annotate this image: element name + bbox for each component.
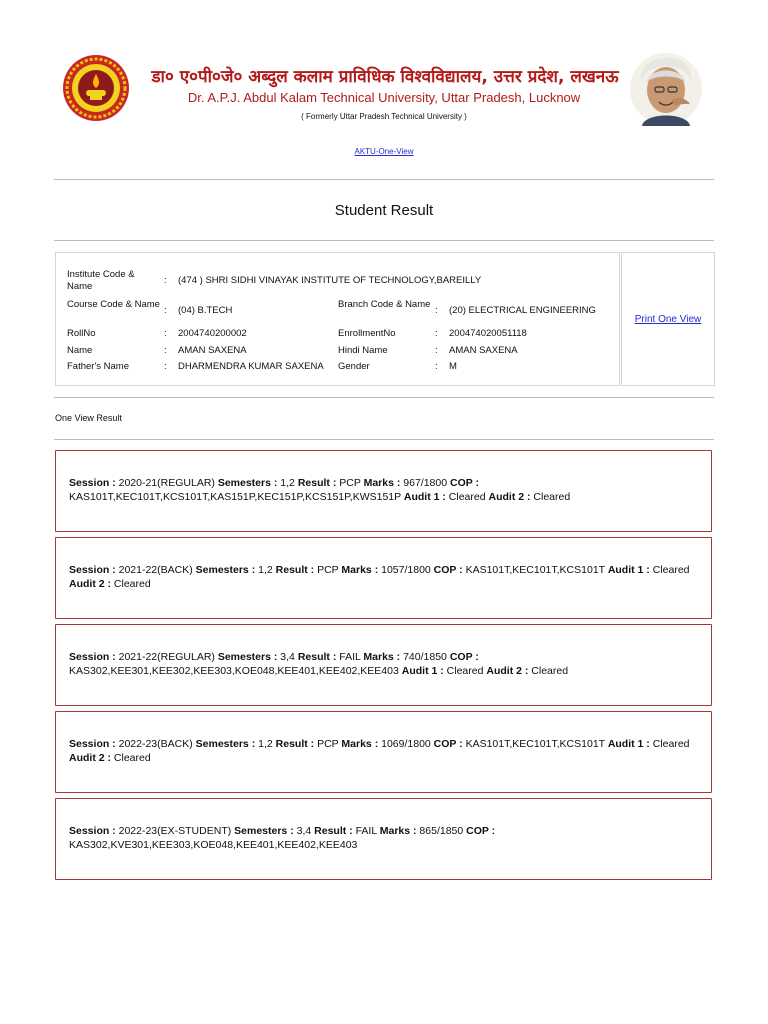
session-value: 2021-22(REGULAR): [118, 651, 215, 663]
marks-label: Marks :: [341, 738, 379, 750]
session-label: Session :: [69, 564, 116, 576]
session-value: 2022-23(EX-STUDENT): [118, 825, 232, 837]
audit2-label: Audit 2 :: [488, 491, 531, 503]
university-logo-icon: [62, 54, 130, 122]
marks-label: Marks :: [379, 825, 417, 837]
gender-value: M: [449, 361, 457, 372]
audit2-label: Audit 2 :: [486, 665, 529, 677]
marks-label: Marks :: [341, 564, 379, 576]
father-name-value: DHARMENDRA KUMAR SAXENA: [178, 361, 324, 372]
separator: :: [435, 328, 438, 339]
result-summary: [69, 563, 701, 591]
audit2-value: Cleared: [113, 578, 151, 590]
cop-label: COP :: [433, 564, 463, 576]
student-info-panel: [55, 252, 620, 386]
course-value: (04) B.TECH: [178, 305, 233, 316]
portrait-photo: [628, 52, 704, 126]
marks-value: 865/1850: [419, 825, 464, 837]
separator: :: [164, 345, 167, 356]
page-header: [0, 0, 768, 170]
cop-value: KAS101T,KEC101T,KCS101T: [465, 738, 605, 750]
session-label: Session :: [69, 477, 116, 489]
session-label: Session :: [69, 651, 116, 663]
audit2-value: Cleared: [531, 665, 569, 677]
university-name-english: Dr. A.P.J. Abdul Kalam Technical University, Uttar Pradesh, Lucknow: [187, 90, 581, 105]
rollno-value: 2004740200002: [178, 328, 247, 339]
marks-value: 967/1800: [403, 477, 448, 489]
result-label: Result :: [297, 477, 337, 489]
semesters-value: 1,2: [258, 564, 273, 576]
result-value: FAIL: [355, 825, 377, 837]
separator: :: [435, 305, 438, 316]
semesters-value: 3,4: [280, 651, 295, 663]
semesters-label: Semesters :: [217, 477, 278, 489]
audit1-label: Audit 1 :: [607, 738, 650, 750]
audit1-label: Audit 1 :: [607, 564, 650, 576]
divider: [54, 439, 714, 440]
cop-label: COP :: [450, 477, 479, 489]
result-summary: [69, 737, 701, 765]
audit1-label: Audit 1 :: [401, 665, 444, 677]
branch-label: Branch Code & Name: [338, 299, 431, 310]
session-label: Session :: [69, 738, 116, 750]
result-value: PCP: [339, 477, 361, 489]
print-one-view-link[interactable]: Print One View: [634, 314, 702, 325]
result-label: Result :: [275, 738, 315, 750]
rollno-label: RollNo: [67, 328, 96, 339]
session-value: 2021-22(BACK): [118, 564, 193, 576]
institute-value: (474 ) SHRI SIDHI VINAYAK INSTITUTE OF TECHNOLOGY,BAREILLY: [178, 275, 482, 286]
semesters-label: Semesters :: [234, 825, 294, 837]
marks-label: Marks :: [363, 477, 401, 489]
result-summary: [69, 476, 701, 504]
marks-value: 1057/1800: [381, 564, 431, 576]
semesters-value: 1,2: [280, 477, 295, 489]
semesters-value: 1,2: [258, 738, 273, 750]
separator: :: [164, 305, 167, 316]
branch-value: (20) ELECTRICAL ENGINEERING: [449, 305, 596, 316]
marks-label: Marks :: [363, 651, 401, 663]
session-value: 2022-23(BACK): [118, 738, 193, 750]
result-label: Result :: [275, 564, 315, 576]
marks-value: 740/1850: [403, 651, 447, 663]
result-value: FAIL: [339, 651, 361, 663]
divider: [54, 397, 714, 398]
enrollment-value: 200474020051118: [449, 328, 527, 339]
result-summary: [69, 824, 701, 852]
cop-value: KAS302,KVE301,KEE303,KOE048,KEE401,KEE402,KEE403: [69, 839, 358, 851]
cop-value: KAS302,KEE301,KEE302,KEE303,KOE048,KEE401,KEE402,KEE403: [69, 665, 399, 677]
result-card: [55, 711, 712, 793]
semesters-value: 3,4: [296, 825, 312, 837]
name-label: Name: [67, 345, 93, 356]
semesters-label: Semesters :: [195, 738, 256, 750]
formerly-note: ( Formerly Uttar Pradesh Technical University ): [301, 112, 467, 121]
marks-value: 1069/1800: [381, 738, 431, 750]
university-name-hindi: डा० ए०पी०जे० अब्दुल कलाम प्राविधिक विश्वविद्यालय, उत्तर प्रदेश, लखनऊ: [151, 67, 619, 87]
aktu-one-view-link[interactable]: AKTU-One-View: [354, 147, 414, 156]
session-label: Session :: [69, 825, 116, 837]
hindi-name-value: AMAN SAXENA: [449, 345, 518, 356]
audit2-value: Cleared: [113, 752, 151, 764]
name-value: AMAN SAXENA: [178, 345, 247, 356]
audit1-value: Cleared: [652, 738, 690, 750]
semesters-label: Semesters :: [195, 564, 256, 576]
cop-value: KAS101T,KEC101T,KCS101T: [465, 564, 605, 576]
cop-label: COP :: [466, 825, 496, 837]
result-label: Result :: [314, 825, 353, 837]
audit1-value: Cleared: [448, 491, 486, 503]
audit2-label: Audit 2 :: [69, 578, 111, 590]
cop-label: COP :: [449, 651, 479, 663]
divider: [54, 179, 714, 180]
page-title: Student Result: [334, 202, 434, 219]
gender-label: Gender: [338, 361, 370, 372]
result-card: [55, 624, 712, 706]
cop-label: COP :: [433, 738, 463, 750]
separator: :: [164, 361, 167, 372]
audit2-value: Cleared: [533, 491, 571, 503]
result-card: [55, 450, 712, 532]
result-value: PCP: [317, 564, 339, 576]
cop-value: KAS101T,KEC101T,KCS101T,KAS151P,KEC151P,KCS151P,KWS151P: [69, 491, 401, 503]
hindi-name-label: Hindi Name: [338, 345, 388, 356]
audit1-label: Audit 1 :: [403, 491, 446, 503]
result-card: [55, 537, 712, 619]
result-value: PCP: [317, 738, 339, 750]
institute-label: Institute Code & Name: [67, 269, 135, 292]
separator: :: [164, 328, 167, 339]
divider: [54, 240, 714, 241]
enrollment-label: EnrollmentNo: [338, 328, 396, 339]
session-value: 2020-21(REGULAR): [118, 477, 215, 489]
semesters-label: Semesters :: [217, 651, 278, 663]
audit1-value: Cleared: [652, 564, 690, 576]
course-label: Course Code & Name: [67, 299, 160, 310]
audit2-label: Audit 2 :: [69, 752, 111, 764]
separator: :: [164, 275, 167, 286]
section-title: One View Result: [55, 413, 122, 423]
father-name-label: Father's Name: [67, 361, 130, 372]
print-panel: [621, 252, 715, 386]
result-card: [55, 798, 712, 880]
audit1-value: Cleared: [446, 665, 484, 677]
result-summary: [69, 650, 701, 678]
separator: :: [435, 345, 438, 356]
result-label: Result :: [297, 651, 337, 663]
separator: :: [435, 361, 438, 372]
